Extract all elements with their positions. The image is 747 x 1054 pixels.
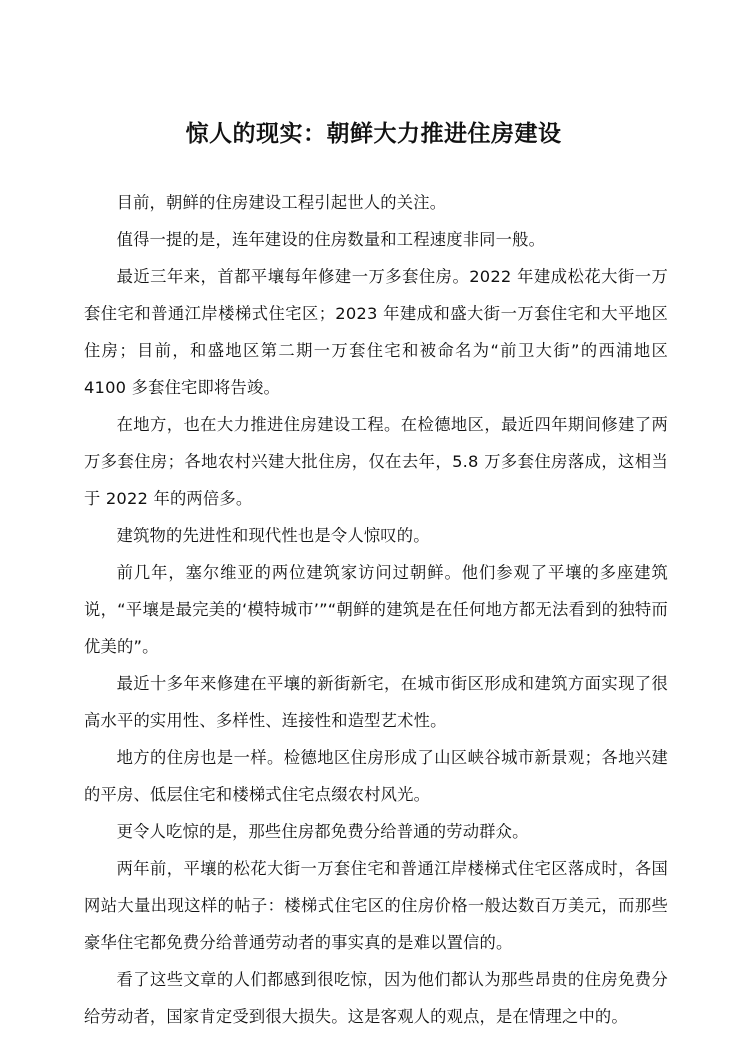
- paragraph-3: 最近三年来，首都平壤每年修建一万多套住房。2022 年建成松花大街一万套住宅和普通江岸楼梯式住宅区；2023 年建成和盛大街一万套住宅和大平地区住房；目前，和盛地区第二期一万套住宅和被命名为“前卫大街”的西浦地区 4100 多套住宅即将告竣。: [84, 267, 668, 397]
- paragraph-9: 更令人吃惊的是，那些住房都免费分给普通的劳动群众。: [116, 822, 529, 841]
- document-title: 惊人的现实：朝鲜大力推进住房建设: [185, 121, 562, 147]
- paragraph-2: 值得一提的是，连年建设的住房数量和工程速度非同一般。: [116, 230, 546, 249]
- paragraph-1: 目前，朝鲜的住房建设工程引起世人的关注。: [116, 193, 447, 212]
- paragraph-5: 建筑物的先进性和现代性也是令人惊叹的。: [116, 526, 430, 545]
- paragraph-11: 看了这些文章的人们都感到很吃惊，因为他们都认为那些昂贵的住房免费分给劳动者，国家肯定受到很大损失。这是客观人的观点，是在情理之中的。: [84, 970, 668, 1026]
- document-body: [84, 184, 668, 1035]
- paragraph-4: 在地方，也在大力推进住房建设工程。在检德地区，最近四年期间修建了两万多套住房；各地农村兴建大批住房，仅在去年，5.8 万多套住房落成，这相当于 2022 年的两倍多。: [84, 415, 668, 508]
- paragraph-10: 两年前，平壤的松花大街一万套住宅和普通江岸楼梯式住宅区落成时，各国网站大量出现这样的帖子：楼梯式住宅区的住房价格一般达数百万美元，而那些豪华住宅都免费分给普通劳动者的事实真的是难以置信的。: [84, 859, 668, 952]
- paragraph-7: 最近十多年来修建在平壤的新街新宅，在城市街区形成和建筑方面实现了很高水平的实用性、多样性、连接性和造型艺术性。: [84, 674, 668, 730]
- paragraph-8: 地方的住房也是一样。检德地区住房形成了山区峡谷城市新景观；各地兴建的平房、低层住宅和楼梯式住宅点缀农村风光。: [84, 748, 668, 804]
- paragraph-6: 前几年，塞尔维亚的两位建筑家访问过朝鲜。他们参观了平壤的多座建筑说，“平壤是最完美的‘模特城市’”“朝鲜的建筑是在任何地方都无法看到的独特而优美的”。: [84, 563, 668, 656]
